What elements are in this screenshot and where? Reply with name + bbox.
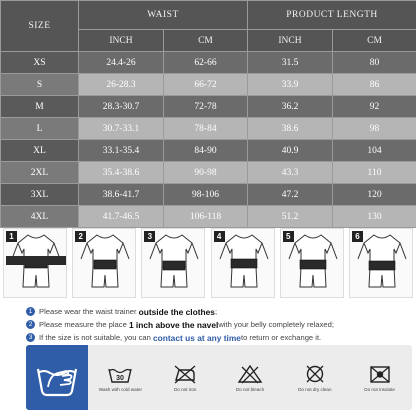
waist-inch-cell: 38.6-41.7 (79, 184, 164, 206)
length-cm-cell: 104 (333, 140, 416, 162)
length-inch-cell: 43.3 (248, 162, 333, 184)
instructions (26, 305, 412, 344)
care-item-cold-wash (88, 364, 153, 392)
size-cell: M (1, 96, 79, 118)
instruction-emphasis: outside the clothes (138, 306, 215, 317)
length-inch-cell: 51.2 (248, 206, 333, 228)
care-item-no-insolate (347, 364, 412, 392)
wearing-step-figure (72, 228, 136, 298)
size-cell: S (1, 74, 79, 96)
care-label: Wash with cold water (98, 386, 143, 392)
wearing-step-figure (3, 228, 67, 298)
size-cell: XS (1, 52, 79, 74)
table-row (1, 74, 416, 96)
waist-cm-cell: 62-66 (164, 52, 248, 74)
wearing-steps-strip (0, 228, 416, 298)
size-cell: 3XL (1, 184, 79, 206)
waist-inch-cell: 24.4-26 (79, 52, 164, 74)
care-label: Do not dry clean (298, 386, 332, 392)
care-item-no-iron (153, 364, 218, 392)
table-row (1, 206, 416, 228)
care-item-no-bleach (218, 364, 283, 392)
wearing-step-figure (349, 228, 413, 298)
waist-cm-cell: 106-118 (164, 206, 248, 228)
instruction-text: Please wear the waist trainer (39, 307, 137, 316)
length-cm-cell: 110 (333, 162, 416, 184)
step-number-badge: 2 (26, 320, 35, 329)
size-cell: 2XL (1, 162, 79, 184)
waist-inch-cell: 41.7-46.5 (79, 206, 164, 228)
size-header: SIZE (1, 1, 79, 52)
instruction-text: with your belly completely relaxed; (218, 320, 334, 329)
waist-inch-cell: 26-28.3 (79, 74, 164, 96)
waist-cm-cell: 84-90 (164, 140, 248, 162)
no-bleach-icon (237, 364, 263, 384)
length-inch-cell: 33.9 (248, 74, 333, 96)
instruction-emphasis: contact us at any time (153, 332, 241, 343)
size-cell: XL (1, 140, 79, 162)
hand-wash-panel (26, 345, 88, 410)
step-number: 5 (283, 231, 294, 242)
instruction-text: to return or exchange it. (240, 333, 322, 342)
no-dry-clean-icon (302, 364, 328, 384)
step-number: 1 (6, 231, 17, 242)
no-iron-icon (172, 364, 198, 384)
length-cm-cell: 130 (333, 206, 416, 228)
wearing-step-figure (280, 228, 344, 298)
step-number-badge: 3 (26, 333, 35, 342)
length-inch-cell: 31.5 (248, 52, 333, 74)
table-row (1, 184, 416, 206)
care-label: Do not iron (173, 386, 197, 392)
step-number: 4 (214, 231, 225, 242)
table-row (1, 52, 416, 74)
waist-inch-header: INCH (79, 30, 164, 52)
length-cm-cell: 86 (333, 74, 416, 96)
waist-inch-cell: 28.3-30.7 (79, 96, 164, 118)
length-cm-header: CM (333, 30, 416, 52)
care-label: Do not insolate (364, 386, 395, 392)
waist-header: WAIST (79, 1, 248, 30)
table-row (1, 96, 416, 118)
care-item-no-dry-clean (282, 364, 347, 392)
waist-inch-cell: 30.7-33.1 (79, 118, 164, 140)
wash-30-icon (107, 364, 133, 384)
length-inch-cell: 38.6 (248, 118, 333, 140)
wash-temperature: 30 (116, 374, 125, 382)
length-cm-cell: 120 (333, 184, 416, 206)
waist-cm-cell: 72-78 (164, 96, 248, 118)
step-number: 3 (144, 231, 155, 242)
table-row (1, 140, 416, 162)
care-instructions-bar (26, 345, 412, 410)
step-number: 6 (352, 231, 363, 242)
waist-inch-cell: 35.4-38.6 (79, 162, 164, 184)
wearing-step-figure (211, 228, 275, 298)
waist-inch-cell: 33.1-35.4 (79, 140, 164, 162)
instruction-2 (26, 318, 412, 331)
product-length-header: PRODUCT LENGTH (248, 1, 416, 30)
hand-wash-icon (26, 345, 88, 410)
length-cm-cell: 80 (333, 52, 416, 74)
table-row (1, 162, 416, 184)
length-inch-cell: 36.2 (248, 96, 333, 118)
size-cell: 4XL (1, 206, 79, 228)
length-cm-cell: 92 (333, 96, 416, 118)
length-inch-header: INCH (248, 30, 333, 52)
step-number-badge: 1 (26, 307, 35, 316)
waist-cm-cell: 66-72 (164, 74, 248, 96)
no-sun-icon (367, 364, 393, 384)
care-label: Do not bleach (235, 386, 265, 392)
waist-cm-header: CM (164, 30, 248, 52)
wearing-step-figure (141, 228, 205, 298)
length-inch-cell: 40.9 (248, 140, 333, 162)
instruction-text: ; (214, 307, 218, 316)
length-cm-cell: 98 (333, 118, 416, 140)
table-row (1, 118, 416, 140)
waist-cm-cell: 90-98 (164, 162, 248, 184)
instruction-text: If the size is not suitable, you can (39, 333, 151, 342)
instruction-text: Please measure the place (39, 320, 127, 329)
waist-cm-cell: 98-106 (164, 184, 248, 206)
step-number: 2 (75, 231, 86, 242)
instruction-3 (26, 331, 412, 344)
size-cell: L (1, 118, 79, 140)
instruction-emphasis: 1 inch above the navel (128, 319, 219, 330)
waist-cm-cell: 78-84 (164, 118, 248, 140)
instruction-1 (26, 305, 412, 318)
table-header-row (1, 1, 416, 30)
length-inch-cell: 47.2 (248, 184, 333, 206)
